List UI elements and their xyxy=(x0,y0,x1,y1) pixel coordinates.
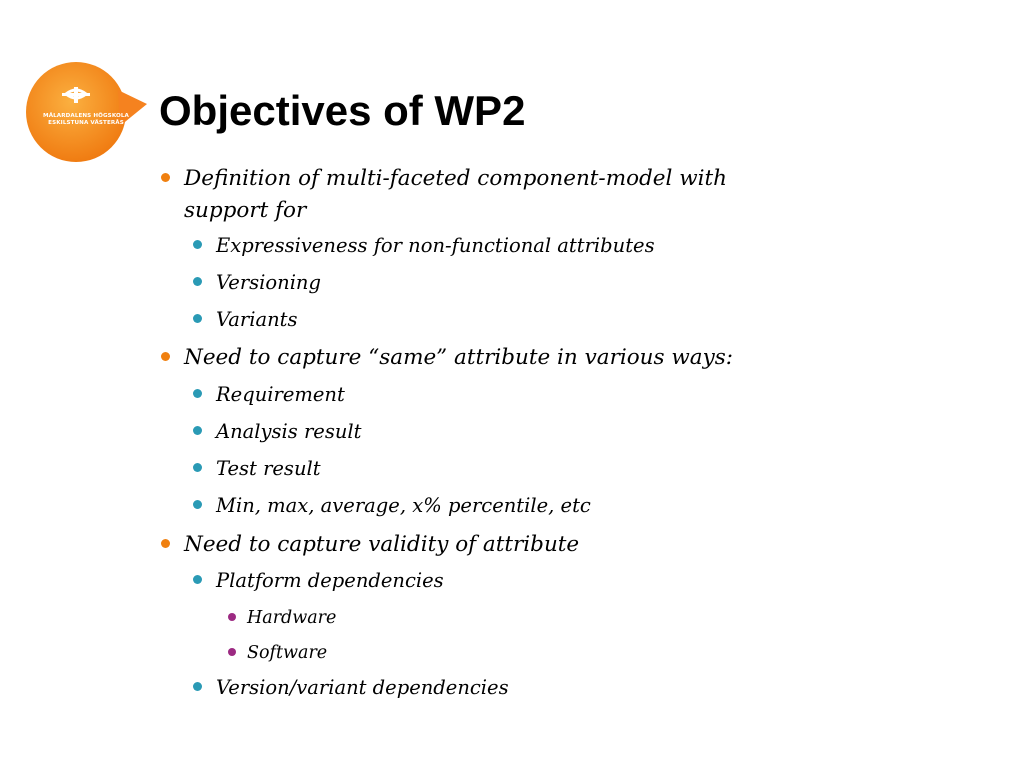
university-logo xyxy=(26,60,148,164)
bullet-text: Requirement xyxy=(216,383,345,406)
bullet-dot-icon xyxy=(161,173,170,182)
bullet-text: Need to capture “same” attribute in various ways: xyxy=(184,345,734,370)
bullet-dot-icon xyxy=(193,277,202,286)
bullet-text-continued: support for xyxy=(184,198,307,223)
bullet-item-level2 xyxy=(193,306,298,334)
bullet-dot-icon xyxy=(161,539,170,548)
bullet-text: Test result xyxy=(216,457,321,480)
bullet-item-level2 xyxy=(193,418,361,446)
bullet-dot-icon xyxy=(228,648,236,656)
bullet-item-level1 xyxy=(161,163,727,227)
bullet-dot-icon xyxy=(193,314,202,323)
bullet-item-level2 xyxy=(193,381,345,409)
bullet-text: Expressiveness for non-functional attributes xyxy=(216,234,655,257)
bullet-text: Variants xyxy=(216,308,298,331)
bullet-item-level2 xyxy=(193,567,444,595)
bullet-dot-icon xyxy=(193,240,202,249)
bullet-dot-icon xyxy=(193,426,202,435)
logo-text-line1: MÄLARDALENS HÖGSKOLA xyxy=(43,113,129,119)
bullet-item-level2 xyxy=(193,674,509,702)
bullet-item-level2 xyxy=(193,455,321,483)
bullet-dot-icon xyxy=(193,463,202,472)
bullet-text: Min, max, average, x% percentile, etc xyxy=(216,494,591,517)
bullet-text: Version/variant dependencies xyxy=(216,676,509,699)
slide-title: Objectives of WP2 xyxy=(159,87,526,134)
bullet-dot-icon xyxy=(193,389,202,398)
bullet-dot-icon xyxy=(161,352,170,361)
bullet-text: Analysis result xyxy=(216,420,362,443)
bullet-text: Definition of multi-faceted component-model with xyxy=(184,166,727,191)
bullet-item-level3 xyxy=(228,605,336,631)
bullet-item-level2 xyxy=(193,232,655,260)
bullet-text: Need to capture validity of attribute xyxy=(184,532,580,557)
logo-badge-icon xyxy=(26,60,148,164)
bullet-dot-icon xyxy=(193,682,202,691)
logo-text-line2: ESKILSTUNA VÄSTERÅS xyxy=(48,120,124,126)
bullet-text: Software xyxy=(247,643,328,663)
bullet-text: Versioning xyxy=(216,271,321,294)
bullet-dot-icon xyxy=(193,500,202,509)
bullet-item-level2 xyxy=(193,269,321,297)
bullet-item-level1 xyxy=(161,529,579,561)
bullet-text: Hardware xyxy=(247,608,337,628)
bullet-text: Platform dependencies xyxy=(216,569,444,592)
bullet-item-level2 xyxy=(193,492,591,520)
bullet-dot-icon xyxy=(228,613,236,621)
bullet-item-level1 xyxy=(161,342,733,374)
bullet-item-level3 xyxy=(228,640,327,666)
bullet-dot-icon xyxy=(193,575,202,584)
